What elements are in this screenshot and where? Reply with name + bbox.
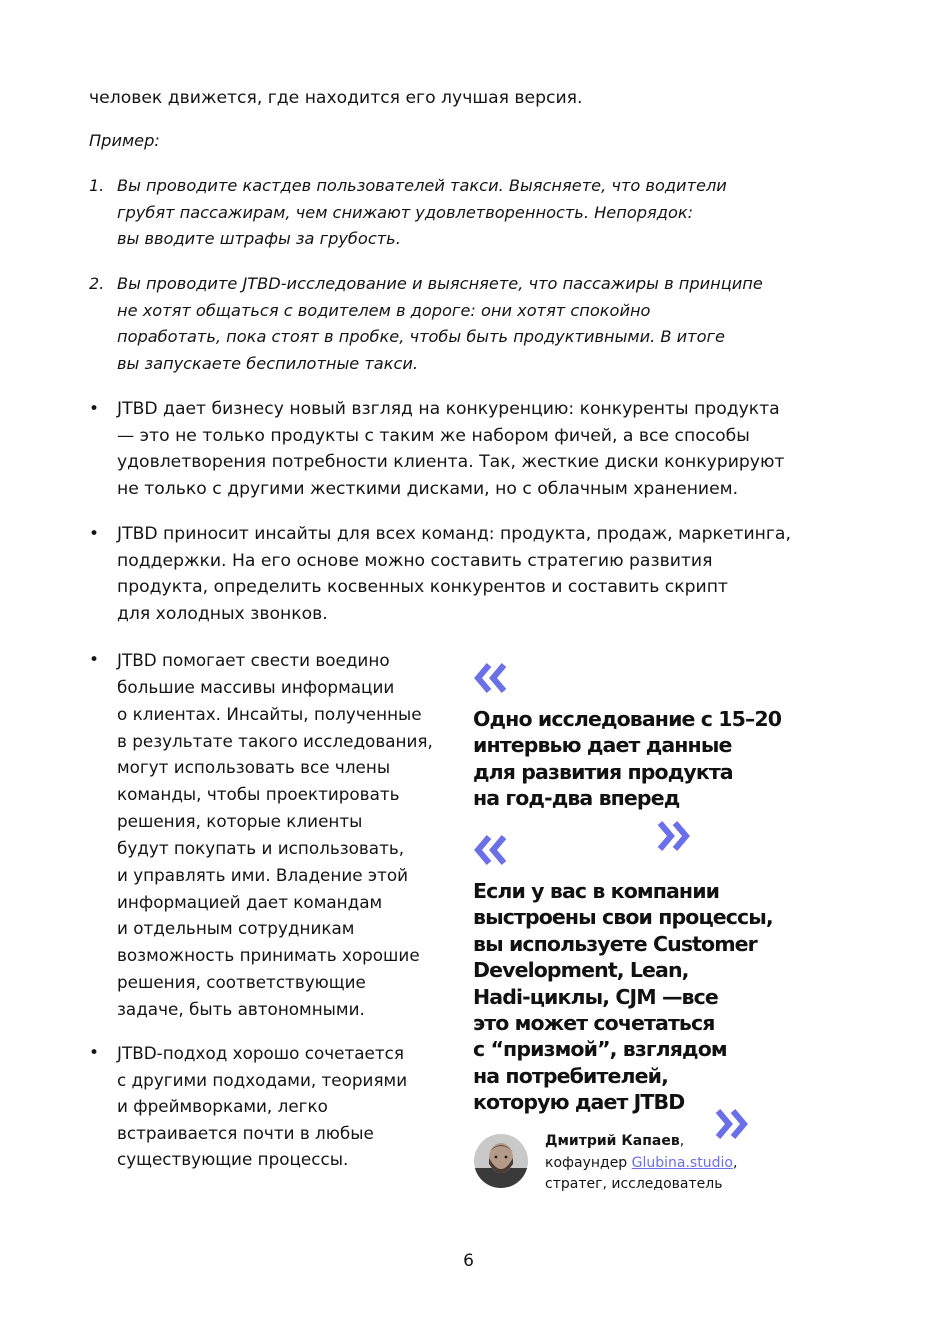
text-line: информацией дает командам (117, 891, 383, 912)
text-line: не только с другими жесткими дисками, но с облачным хранением. (117, 478, 739, 499)
text-line: грубят пассажирам, чем снижают удовлетворенность. Непорядок: (117, 202, 694, 222)
text-line: и управлять ими. Владение этой (117, 864, 409, 885)
text-line: и фреймворками, легко (117, 1096, 328, 1117)
example-1-number: 1. (89, 176, 105, 195)
text-line: поддержки. На его основе можно составить стратегию развития (117, 550, 713, 571)
text-line: Вы проводите JTBD-исследование и выясняете, что пассажиры в принципе (117, 274, 763, 293)
quote-line: Hadi-циклы, CJM —все (473, 984, 718, 1009)
company-link[interactable]: Glubina.studio (631, 1154, 733, 1171)
text-line: задаче, быть автономными. (117, 998, 365, 1019)
quote-line: с “призмой”, взглядом (473, 1037, 727, 1062)
quote-line: это может сочетаться (473, 1011, 715, 1036)
text-line: — это не только продукты с таким же набором фичей, а все способы (117, 425, 750, 446)
text-line: JTBD помогает свести воедино (117, 650, 390, 670)
author-name-suffix: , (679, 1133, 685, 1149)
bullet-marker: • (89, 399, 100, 419)
text-line: будут покупать и использовать, (117, 837, 405, 858)
text-line: и отдельным сотрудникам (117, 918, 355, 939)
quote-line: для развития продукта (473, 759, 733, 784)
author-caption (545, 1131, 737, 1196)
text-line: JTBD дает бизнесу новый взгляд на конкуренцию: конкуренты продукта (117, 399, 780, 419)
bullet-compatibility (117, 1040, 407, 1173)
quote-close-icon (655, 820, 691, 852)
author-role-line-2: стратег, исследователь (545, 1176, 723, 1192)
text-line: вы запускаете беспилотные такси. (117, 353, 419, 373)
author-role-prefix: кофаундер (545, 1154, 632, 1171)
text-line: JTBD-подход хорошо сочетается (117, 1043, 404, 1063)
text-line: не хотят общаться с водителем в дороге: они хотят спокойно (117, 300, 651, 320)
intro-line: человек движется, где находится его лучшая версия. (89, 88, 583, 108)
example-1-text (117, 173, 727, 253)
quote-line: интервью дает данные (473, 733, 732, 758)
text-line: для холодных звонков. (117, 603, 328, 624)
text-line: возможность принимать хорошие (117, 945, 420, 966)
text-line: в результате такого исследования, (117, 730, 433, 751)
text-line: JTBD приносит инсайты для всех команд: продукта, продаж, маркетинга, (117, 524, 791, 544)
bullet-insights (117, 521, 791, 627)
text-line: продукта, определить косвенных конкурентов и составить скрипт (117, 577, 728, 597)
text-line: о клиентах. Инсайты, полученные (117, 703, 422, 724)
page-number: 6 (463, 1251, 474, 1271)
author-role-suffix: , (732, 1154, 738, 1171)
text-line: большие массивы информации (117, 676, 395, 697)
pull-quote-1 (473, 706, 781, 812)
bullet-marker: • (89, 524, 100, 544)
example-2-number: 2. (89, 274, 105, 293)
text-line: вы вводите штрафы за грубость. (117, 229, 401, 249)
quote-open-icon (473, 662, 509, 694)
bullet-marker: • (89, 650, 100, 670)
example-label: Пример: (89, 131, 160, 150)
text-line: встраивается почти в любые (117, 1122, 374, 1143)
example-2-text (117, 271, 763, 377)
text-line: поработать, пока стоят в пробке, чтобы быть продуктивными. В итоге (117, 327, 725, 347)
author-name: Дмитрий Капаев (545, 1133, 680, 1149)
author-name-line (545, 1131, 737, 1153)
text-line: с другими подходами, теориями (117, 1069, 408, 1090)
quote-line: Одно исследование с 15–20 (473, 707, 782, 731)
text-line: Вы проводите кастдев пользователей такси. Выясняете, что водители (117, 176, 727, 195)
quote-open-icon (473, 834, 509, 866)
quote-line: на год-два вперед (473, 786, 680, 811)
quote-line: вы используете Customer (473, 931, 757, 956)
text-line: команды, чтобы проектировать (117, 784, 400, 805)
text-line: удовлетворения потребности клиента. Так, жесткие диски конкурируют (117, 452, 785, 472)
text-line: решения, которые клиенты (117, 811, 363, 832)
text-line: могут использовать все члены (117, 757, 391, 778)
bullet-competition (117, 396, 784, 502)
quote-line: которую дает JTBD (473, 1090, 685, 1115)
quote-line: выстроены свои процессы, (473, 905, 773, 930)
text-line: существующие процессы. (117, 1149, 349, 1170)
quote-line: Если у вас в компании (473, 879, 720, 903)
quote-line: Development, Lean, (473, 958, 689, 983)
text-line: решения, соответствующие (117, 972, 366, 993)
bullet-marker: • (89, 1043, 100, 1063)
author-role-line (545, 1153, 737, 1175)
quote-line: на потребителей, (473, 1063, 668, 1088)
pull-quote-2 (473, 878, 773, 1116)
author-avatar (474, 1134, 528, 1188)
bullet-information (117, 647, 433, 1023)
